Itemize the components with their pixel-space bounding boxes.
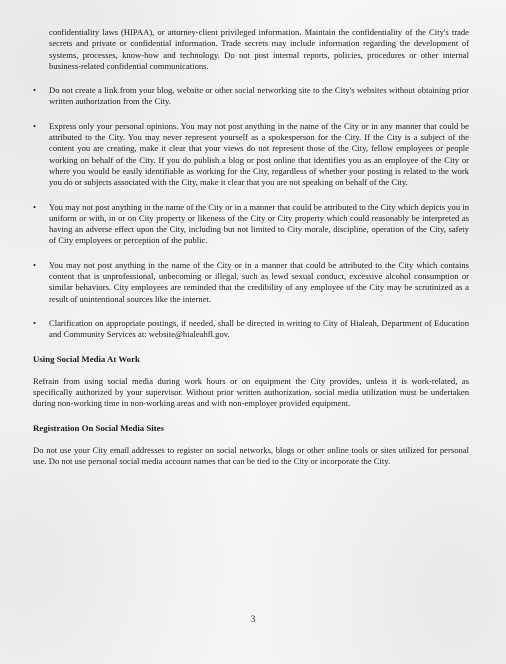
bullet-item-link-authorization — [33, 85, 469, 108]
bullet-marker: • — [33, 259, 37, 270]
bullet-text: Do not create a link from your blog, website or other social networking site to the City's websites without obtaining prior written authorization from the City. — [49, 85, 469, 107]
section-heading-work: Using Social Media At Work — [33, 353, 140, 364]
bullet-text: Express only your personal opinions. You may not post anything in the name of the City or in any manner that could be attributed to the City. You may never represent yourself as a spokesperson for the City. If the City is a subject of the content you are creating, make it clear that your views do not represent those of the City, fellow employees or people working on behalf of the City. If you do publish a blog or post online that identifies you as an employee of the City or where you would be easily identifiable as working for the City, regardless of whether your posting is related to the work you do or subjects associated with the City, make it clear that you are not speaking on behalf of the City. — [49, 120, 469, 188]
page-content — [33, 27, 469, 468]
bullet-item-uniform-property — [33, 202, 469, 247]
bullet-text: Clarification on appropriate postings, if needed, shall be directed in writing to City of Hialeah, Department of Education and Community Services at: website@hialeahfl.gov. — [49, 317, 469, 340]
bullet-marker: • — [33, 85, 37, 96]
section-body-registration: Do not use your City email addresses to register on social networks, blogs or other online tools or sites utilized for personal use. Do not use personal social media account names that can be tied to the City or incorporate the City. — [33, 445, 469, 467]
bullet-item-unprofessional-content — [33, 260, 469, 305]
continued-paragraph: confidentiality laws (HIPAA), or attorney-client privileged information. Maintain the confidentiality of the City's trade secrets and private or confidential information. Trade secrets may include information regarding the development of systems, processes, know-how and technology. Do not post internal reports, policies, procedures or other internal business-related confidential communications. — [49, 27, 469, 71]
page-number: 3 — [250, 614, 256, 624]
bullet-text: You may not post anything in the name of the City or in a manner that could be attributed to the City which contains content that is unprofessional, unbecoming or illegal, such as lewd sexual conduct, excessive alcohol consumption or similar behaviors. City employees are reminded that the credibility of any employee of the City may be scrutinized as a result of unintentional sources like the internet. — [49, 259, 469, 304]
bullet-text: You may not post anything in the name of the City or in a manner that could be attributed to the City which depicts you in uniform or with, in or on City property or likeness of the City or City property which could reasonably be interpreted as having an adverse effect upon the City, including but not limited to City morale, discipline, operation of the City, safety of City employees or perception of the public. — [49, 201, 469, 246]
bullet-marker: • — [33, 201, 37, 212]
bullet-item-personal-opinions — [33, 121, 469, 189]
section-heading-registration: Registration On Social Media Sites — [33, 422, 164, 433]
bullet-item-clarification — [33, 318, 469, 341]
bullet-marker: • — [33, 120, 37, 131]
section-body-work: Refrain from using social media during work hours or on equipment the City provides, unless it is work-related, as specifically authorized by your supervisor. Without prior written authorization, social media utilization must be undertaken during non-working time in non-working areas and with non-employer provided equipment. — [33, 375, 469, 409]
bullet-marker: • — [33, 317, 37, 328]
